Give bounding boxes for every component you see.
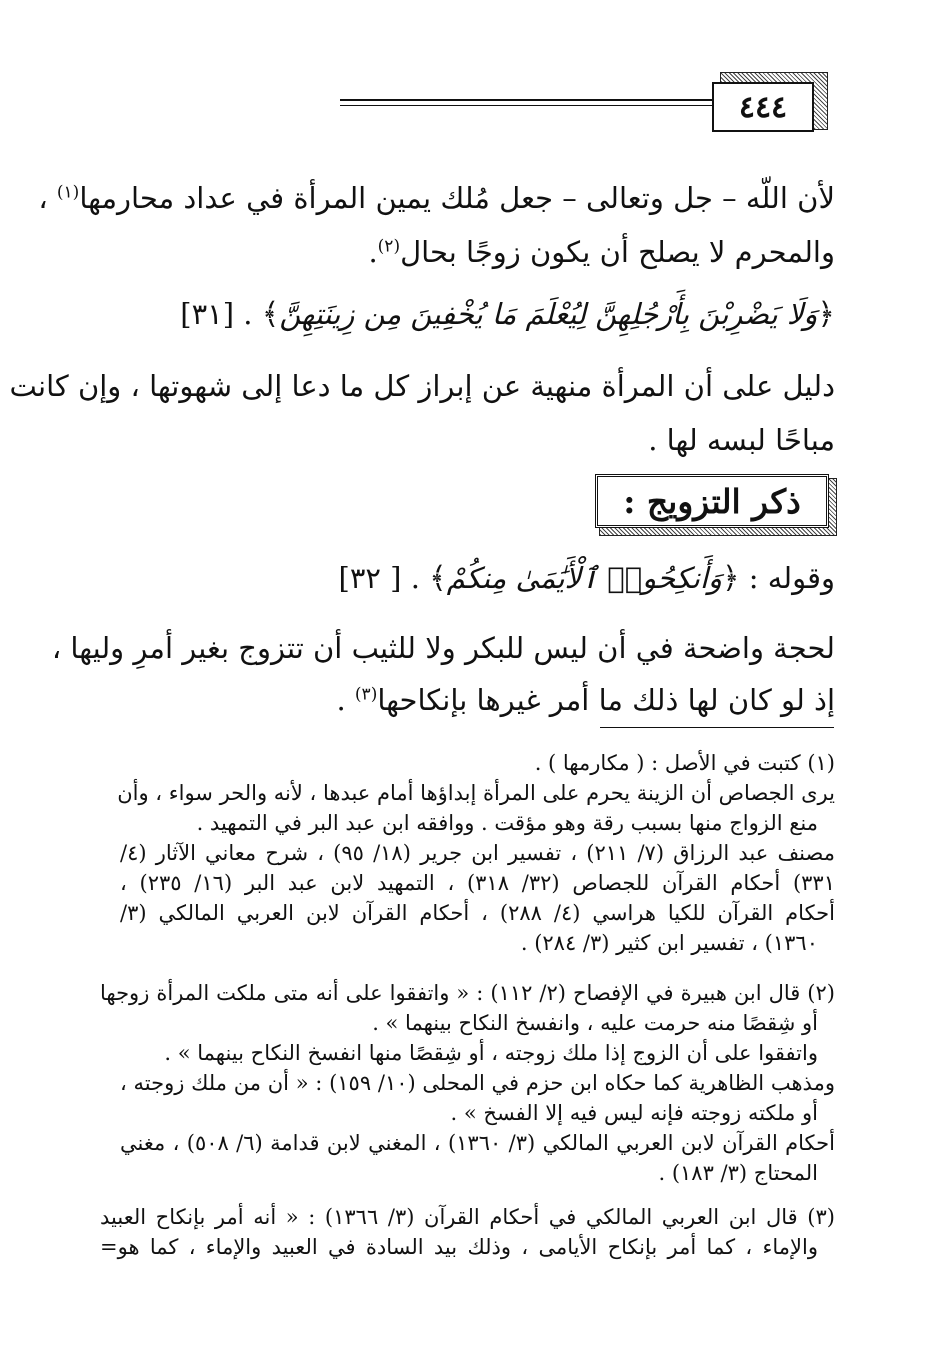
verse-31-text: وَلَا يَضْرِبْنَ بِأَرْجُلِهِنَّ لِيُعْلَمَ مَا يُخْفِينَ مِن زِينَتِهِنَّ — [279, 297, 818, 331]
footnote-line: منع الزواج منها بسبب رقة وهو مؤقت . ووافقه ابن عبد البر في التمهيد . — [196, 811, 818, 835]
page-number-box — [720, 72, 828, 130]
footnote-line: أو شِقصًا منه حرمت عليه ، وانفسخ النكاح بينهما » . — [372, 1011, 818, 1035]
page-number: ٤٤٤ — [712, 82, 814, 132]
paragraph3-line2-text: إذ لو كان لها ذلك ما أمر غيرها بإنكاحها — [377, 683, 835, 717]
verse-32-lead: وقوله : — [748, 561, 835, 595]
footnote-line: واتفقوا على أن الزوج إذا ملك زوجته ، أو شِقصًا منها انفسخ النكاح بينهما » . — [164, 1041, 818, 1065]
paragraph2-line1: دليل على أن المرأة منهية عن إبراز كل ما دعا إلى شهوتها ، وإن كانت — [9, 369, 835, 403]
paragraph3-line2 — [336, 680, 835, 720]
paragraph1-line2 — [368, 232, 835, 272]
paragraph1-line1-end: ، — [38, 181, 57, 215]
footnote-line: المحتاج (٣/ ١٨٣) . — [658, 1161, 818, 1185]
footnote-line: مصنف عبد الرزاق (٧/ ٢١١) ، تفسير ابن جرير (١٨/ ٩٥) ، شرح معاني الآثار (٤/ — [120, 841, 835, 865]
footnote-ref-3: (٣) — [354, 684, 378, 705]
footnote-line: (٢) قال ابن هبيرة في الإفصاح (٢/ ١١٢) : « واتفقوا على أنه متى ملكت المرأة زوجها — [100, 981, 835, 1005]
verse-32-ref: . [ ٣٢] — [338, 561, 420, 595]
footnote-line: أو ملكته زوجته فإنه ليس فيه إلا الفسخ » . — [450, 1101, 818, 1125]
paragraph1-line1 — [38, 178, 835, 218]
footnote-line: أحكام القرآن لابن العربي المالكي (٣/ ١٣٦٠) ، المغني لابن قدامة (٦/ ٥٠٨) ، مغني — [120, 1131, 835, 1155]
footnote-line: ١٣٦٠) ، تفسير ابن كثير (٣/ ٢٨٤) . — [520, 931, 818, 955]
footnote-line: يرى الجصاص أن الزينة يحرم على المرأة إبداؤها أمام عبدها ، لأنه والحر سواء ، وأن — [117, 781, 835, 805]
verse-31 — [180, 294, 835, 335]
footnote-line: (٣) قال ابن العربي المالكي في أحكام القرآن (٣/ ١٣٦٦) : « أنه أمر بإنكاح العبيد — [100, 1205, 835, 1229]
header-rule — [340, 99, 712, 101]
footnote-line: والإماء ، كما أمر بإنكاح الأيامى ، وذلك بيد السادة في العبيد والإماء ، كما هو= — [100, 1235, 818, 1259]
section-heading: ذكر التزويج : — [595, 474, 829, 528]
quran-bracket-open: ﴿ — [817, 297, 835, 332]
paragraph1-line1-text: لأن اللّه – جل وتعالى – جعل مُلك يمين المرأة في عداد محارمها — [79, 181, 835, 215]
footnote-line: (١) كتبت في الأصل : ( مكارمها ) . — [534, 751, 835, 775]
paragraph3-line2-end: . — [336, 683, 355, 717]
section-heading-box — [595, 474, 835, 534]
header-rule-thin — [340, 105, 712, 106]
footnote-line: ومذهب الظاهرية كما حكاه ابن حزم في المحلى (١٠/ ١٥٩) : « أن من ملك زوجته ، — [120, 1071, 835, 1095]
quran-bracket-close: ﴾ — [261, 297, 280, 332]
paragraph2-line2: مباحًا لبسه لها . — [648, 423, 835, 457]
verse-32 — [338, 558, 835, 599]
paragraph3-line1: لحجة واضحة في أن ليس للبكر ولا للثيب أن تتزوج بغير أمرِ وليها ، — [51, 631, 835, 665]
footnote-line: أحكام القرآن للكيا هراسي (٤/ ٢٨٨) ، أحكام القرآن لابن العربي المالكي (٣/ — [120, 901, 835, 925]
quran-bracket-open: ﴿ — [721, 561, 740, 596]
footnote-ref-2: (٢) — [377, 236, 401, 257]
quran-bracket-close: ﴾ — [429, 561, 447, 596]
footnote-separator — [600, 727, 834, 728]
footnote-ref-1: (١) — [56, 182, 80, 203]
verse-31-ref: . [٣١] — [180, 297, 253, 331]
paragraph1-line2-end: . — [368, 235, 378, 269]
verse-32-text: وَأَنكِحُوا۟ ٱلْأَيَٰمَىٰ مِنكُمْ — [446, 561, 722, 595]
paragraph1-line2-text: والمحرم لا يصلح أن يكون زوجًا بحال — [400, 235, 835, 269]
footnote-line: ٣٣١) أحكام القرآن للجصاص (٣٢/ ٣١٨) ، التمهيد لابن عبد البر (١٦/ ٢٣٥) ، — [120, 871, 835, 895]
